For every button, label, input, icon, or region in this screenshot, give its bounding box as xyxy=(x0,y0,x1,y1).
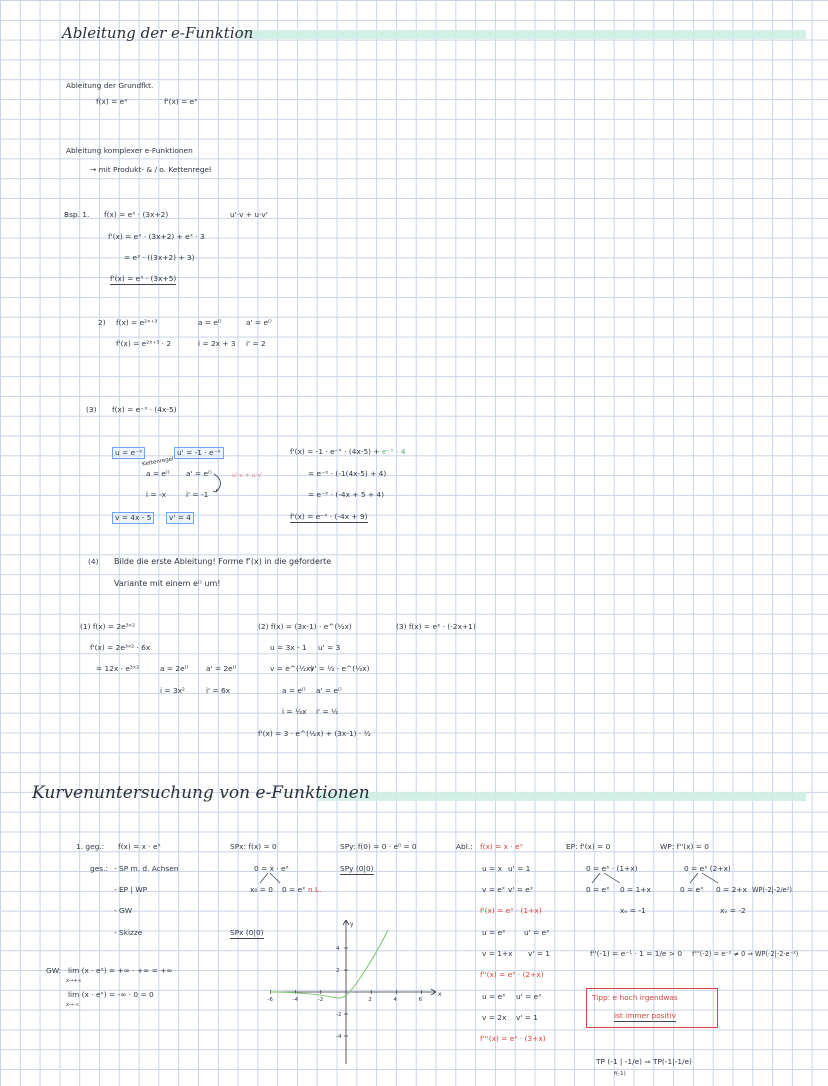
sketch-x-tick-label: 6 xyxy=(418,997,423,1003)
abl-u: u = x xyxy=(482,864,502,873)
ex4-p1-i-prime: i' = 6x xyxy=(206,686,231,695)
ex3-label: (3) xyxy=(86,405,97,414)
ex4-p2-function: (2) f(x) = (3x-1) · e^(½x) xyxy=(258,622,352,631)
sought-item: - GW xyxy=(114,906,133,915)
sketch-x-tick-label: -6 xyxy=(267,997,273,1003)
spx-line1: SPx: f(x) = 0 xyxy=(230,842,277,851)
tipp-line2: ist immer positiv xyxy=(614,1011,676,1020)
sought-item: - SP m. d. Achsen xyxy=(114,864,179,873)
sketch-x-tick-label: 2 xyxy=(368,997,372,1003)
sketch-y-tick-label: -2 xyxy=(336,1012,342,1018)
ex3-v: v = 4x - 5 xyxy=(112,512,154,524)
gw-label: GW: xyxy=(46,966,62,975)
sketch-y-label: y xyxy=(350,921,354,928)
spx-no-solution: n.L. xyxy=(308,885,322,894)
section2-title: Kurvenuntersuchung von e-Funktionen xyxy=(32,783,370,803)
ex3-result: f'(x) = e⁻ˣ · (-4x + 9) xyxy=(290,512,368,521)
sketch-x-tick-label: 4 xyxy=(393,997,397,1003)
gw-limit-plus xyxy=(68,966,173,976)
wp-result-inline: WP(-2|-2/e²) xyxy=(752,886,792,894)
ex3-v-prime: v' = 4 xyxy=(166,512,194,524)
complex-note: → mit Produkt- & / o. Kettenregel xyxy=(90,165,212,174)
given-function: f(x) = x · eˣ xyxy=(118,842,161,851)
ep-line1: EP: f'(x) = 0 xyxy=(566,842,611,851)
sketch-graph xyxy=(266,918,446,1068)
ex4-p1-a: a = 2e⁽⁾ xyxy=(160,664,189,673)
abl-v3-prime: v' = 1 xyxy=(516,1013,538,1022)
ex4-p2-result: f'(x) = 3 · e^(½x) + (3x-1) · ½ xyxy=(258,729,371,738)
ex3-kettenregel: Kettenregel xyxy=(141,456,175,468)
ex3-i: i = -x xyxy=(146,490,166,499)
spx-line2: 0 = x · eˣ xyxy=(254,864,289,873)
abl-u2: u = eˣ xyxy=(482,928,506,937)
abl-v2-prime: v' = 1 xyxy=(528,949,550,958)
abl-v-prime: v' = eˣ xyxy=(508,885,534,894)
ex4-task-line1: Bilde die erste Ableitung! Forme f'(x) in die geforderte xyxy=(114,557,332,566)
ex4-p2-a-prime: a' = e⁽⁾ xyxy=(316,686,342,695)
wp-x-value: xᵥ = -2 xyxy=(720,906,746,915)
ex3-chain-arrows xyxy=(196,468,256,498)
title-highlight xyxy=(238,30,806,39)
gw-limit-plus-sub: x→+∞ xyxy=(66,978,82,984)
basic-derivative: f'(x) = eˣ xyxy=(164,97,198,106)
ep-factor1: 0 = eˣ xyxy=(586,885,610,894)
ex1-line2: = eˣ · ((3x+2) + 3) xyxy=(124,253,195,262)
ex4-p2-v: v = e^(½x) xyxy=(270,664,314,673)
ex4-label: (4) xyxy=(88,557,99,566)
ex3-result-line2: = e⁻ˣ · (-1(4x-5) + 4) xyxy=(308,469,387,478)
sketch-x-tick-label: -4 xyxy=(292,997,299,1003)
abl-second-derivative: f''(x) = eˣ · (2+x) xyxy=(480,970,544,979)
ex1-result: f'(x) = eˣ · (3x+5) xyxy=(110,274,177,283)
ex3-result-line1 xyxy=(290,447,405,457)
ep-split-lines xyxy=(586,873,636,885)
basics-heading: Ableitung der Grundfkt. xyxy=(66,81,154,90)
spx-result: SPx (0|0) xyxy=(230,928,264,937)
ex2-a: a = e⁽⁾ xyxy=(198,318,222,327)
abl-v: v = eˣ xyxy=(482,885,506,894)
sketch-x-tick-label: -2 xyxy=(317,997,324,1003)
ex2-i-prime: i' = 2 xyxy=(246,339,266,348)
ex2-i: i = 2x + 3 xyxy=(198,339,236,348)
ex1-rule: u'·v + u·v' xyxy=(230,210,268,219)
spy-line1: SPy: f(0) = 0 · e⁰ = 0 xyxy=(340,842,417,851)
spy-result: SPy (0|0) xyxy=(340,864,374,873)
ep-check: f''(-1) = e⁻¹ · 1 = 1/e > 0 xyxy=(590,949,683,958)
given-label: 1. geg.: xyxy=(76,842,105,851)
ex3-function: f(x) = e⁻ˣ · (4x-5) xyxy=(112,405,177,414)
ex3-result-line3: = e⁻ˣ · (-4x + 5 + 4) xyxy=(308,490,385,499)
ex3-rule: u'·v + u·v' xyxy=(232,472,263,479)
ex4-p1-result: = 12x · e³ˣ² xyxy=(96,664,140,673)
ex2-a-prime: a' = e⁽⁾ xyxy=(246,318,272,327)
sketch-y-tick-label: -4 xyxy=(336,1034,342,1040)
spx-split-lines xyxy=(254,873,294,885)
abl-u-prime: u' = 1 xyxy=(508,864,531,873)
sought-item: - EP | WP xyxy=(114,885,148,894)
spx-eq: 0 = eˣ xyxy=(282,885,306,894)
ex4-p2-i: i = ½x xyxy=(282,707,307,716)
ex4-p2-i-prime: i' = ½ xyxy=(316,707,339,716)
ex3-u: u = e⁻ˣ xyxy=(112,447,145,459)
abl-function: f(x) = x · eˣ xyxy=(480,842,523,851)
ex4-p2-u: u = 3x - 1 xyxy=(270,643,307,652)
abl-label: Abl.: xyxy=(456,842,473,851)
ex4-p2-a: a = e⁽⁾ xyxy=(282,686,306,695)
ex3-u-prime: u' = -1 · e⁻ˣ xyxy=(174,447,224,459)
ex2-derivative: f'(x) = e²ˣ⁺³ · 2 xyxy=(116,339,172,348)
sought-label: ges.: xyxy=(90,864,108,873)
ex4-p1-function: (1) f(x) = 2e³ˣ² xyxy=(80,622,135,631)
ex1-line1: f'(x) = eˣ · (3x+2) + eˣ · 3 xyxy=(108,232,205,241)
abl-third-derivative: f'''(x) = eˣ · (3+x) xyxy=(480,1034,546,1043)
gw-limit-plus-text: lim (x · eˣ) = +∞ · +∞ = +∞ xyxy=(68,966,173,975)
wp-factor2: 0 = 2+x xyxy=(716,885,747,894)
ex3-result-line1-green: e⁻ˣ · 4 xyxy=(381,447,406,456)
ep-x-value: xₑ = -1 xyxy=(620,906,646,915)
wp-factor1: 0 = eˣ xyxy=(680,885,704,894)
ex3-result-line1-main: f'(x) = -1 · e⁻ˣ · (4x-5) + xyxy=(290,447,382,456)
ep-line2: 0 = eˣ · (1+x) xyxy=(586,864,638,873)
gw-limit-minus: lim (x · eˣ) = -∞ · 0 = 0 xyxy=(68,990,154,999)
sketch-curve xyxy=(270,930,388,998)
ex4-p1-i: i = 3x² xyxy=(160,686,185,695)
ex4-task-line2: Variante mit einem e⁽⁾ um! xyxy=(114,579,221,588)
sketch-y-tick-label: 2 xyxy=(336,968,340,974)
abl-v3: v = 2x xyxy=(482,1013,507,1022)
ex4-p2-u-prime: u' = 3 xyxy=(318,643,341,652)
wp-line1: WP: f''(x) = 0 xyxy=(660,842,710,851)
ex2-label: 2) xyxy=(98,318,106,327)
ex1-label: Bsp. 1. xyxy=(64,210,90,219)
basic-function: f(x) = eˣ xyxy=(96,97,128,106)
ex4-p1-derivative: f'(x) = 2e³ˣ² · 6x xyxy=(90,643,151,652)
ex4-p3-function: (3) f(x) = eˣ · (-2x+1) xyxy=(396,622,476,631)
wp-check: f'''(-2) = e⁻² ≠ 0 ⇒ WP(-2|-2·e⁻²) xyxy=(692,950,799,958)
sketch-y-tick-label: 4 xyxy=(336,946,340,952)
ex4-p2-v-prime: v' = ½ · e^(½x) xyxy=(310,664,370,673)
ex2-function: f(x) = e²ˣ⁺³ xyxy=(116,318,158,327)
wp-line2: 0 = eˣ (2+x) xyxy=(684,864,731,873)
tp-sub: f(-1) xyxy=(614,1071,626,1077)
complex-heading: Ableitung komplexer e-Funktionen xyxy=(66,146,193,155)
wp-split-lines xyxy=(684,873,734,885)
ex3-a-prime: a' = e⁽⁾ xyxy=(186,469,212,478)
tp-result: TP (-1 | -1/e) ⇒ TP(-1|-1/e) xyxy=(596,1057,692,1066)
abl-u3: u = eˣ xyxy=(482,992,506,1001)
abl-first-derivative: f'(x) = eˣ · (1+x) xyxy=(480,906,542,915)
gw-limit-minus-sub: x→-∞ xyxy=(66,1002,80,1008)
abl-v2: v = 1+x xyxy=(482,949,513,958)
ex4-p1-a-prime: a' = 2e⁽⁾ xyxy=(206,664,237,673)
ex1-function: f(x) = eˣ · (3x+2) xyxy=(104,210,169,219)
section-title: Ableitung der e-Funktion xyxy=(62,24,254,42)
abl-u3-prime: u' = eˣ xyxy=(516,992,542,1001)
spx-x0: x₀ = 0 xyxy=(250,885,273,894)
ex3-i-prime: i' = -1 xyxy=(186,490,209,499)
ex3-a: a = e⁽⁾ xyxy=(146,469,170,478)
sketch-x-label: x xyxy=(438,991,442,998)
ep-factor2: 0 = 1+x xyxy=(620,885,651,894)
abl-u2-prime: u' = eˣ xyxy=(524,928,550,937)
tipp-line1: Tipp: e hoch irgendwas xyxy=(592,993,678,1002)
section2-highlight xyxy=(318,792,806,801)
sought-item: - Skizze xyxy=(114,928,143,937)
